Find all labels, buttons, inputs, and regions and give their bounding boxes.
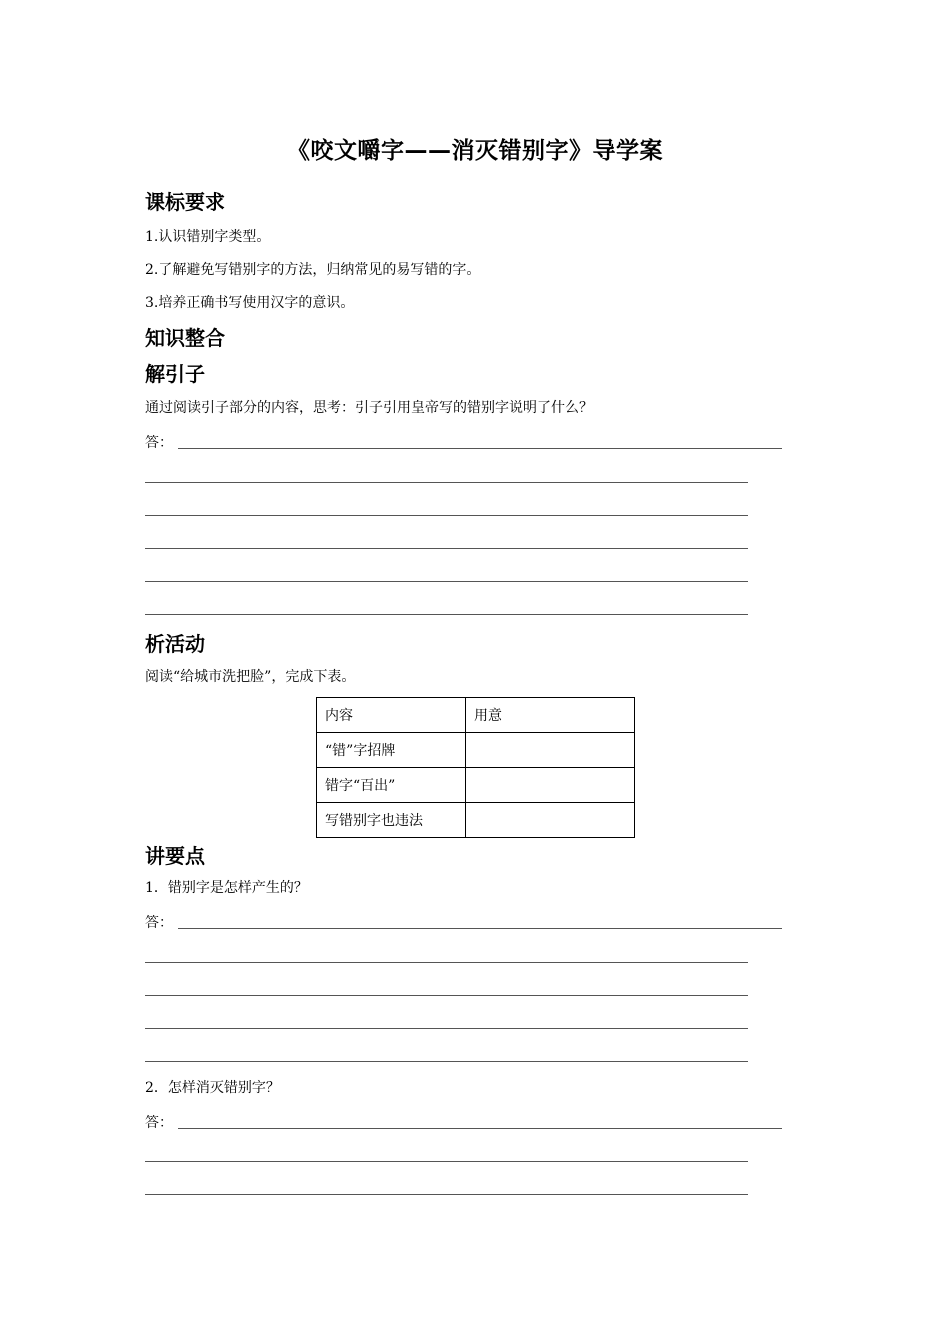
table-header-cell: 用意	[466, 698, 635, 733]
table-row	[317, 768, 635, 803]
section-heading-zhishi: 知识整合	[145, 326, 225, 350]
table-cell: 写错别字也违法	[317, 803, 466, 838]
table-header-row	[317, 698, 635, 733]
answer-label: 答：	[145, 1115, 173, 1131]
question-yinzi: 通过阅读引子部分的内容，思考：引子引用皇帝写的错别字说明了什么？	[145, 400, 593, 416]
document-title: 《咬文嚼字——消灭错别字》导学案	[287, 138, 663, 164]
requirement-item-1: 1.认识错别字类型。	[145, 229, 271, 245]
question-1: 1．错别字是怎样产生的？	[145, 880, 308, 896]
answer-line[interactable]	[145, 1028, 748, 1029]
answer-line[interactable]	[178, 928, 782, 929]
table-header-cell: 内容	[317, 698, 466, 733]
table-row	[317, 733, 635, 768]
answer-line[interactable]	[145, 962, 748, 963]
answer-line[interactable]	[145, 1161, 748, 1162]
answer-line[interactable]	[145, 1061, 748, 1062]
answer-line[interactable]	[145, 515, 748, 516]
section-heading-jieyinzi: 解引子	[145, 362, 205, 386]
answer-line[interactable]	[145, 1194, 748, 1195]
table-answer-cell[interactable]	[466, 803, 635, 838]
answer-line[interactable]	[145, 548, 748, 549]
activity-table	[316, 697, 635, 838]
requirement-item-2: 2.了解避免写错别字的方法，归纳常见的易写错的字。	[145, 262, 481, 278]
answer-line[interactable]	[178, 448, 782, 449]
answer-line[interactable]	[145, 482, 748, 483]
answer-line[interactable]	[145, 995, 748, 996]
question-2: 2．怎样消灭错别字？	[145, 1080, 280, 1096]
table-cell: “错”字招牌	[317, 733, 466, 768]
section-heading-kebiao: 课标要求	[145, 190, 225, 214]
answer-line[interactable]	[178, 1128, 782, 1129]
table-answer-cell[interactable]	[466, 768, 635, 803]
section-heading-xihuodong: 析活动	[145, 632, 205, 656]
requirement-item-3: 3.培养正确书写使用汉字的意识。	[145, 295, 355, 311]
answer-label: 答：	[145, 435, 173, 451]
table-row	[317, 803, 635, 838]
answer-label: 答：	[145, 915, 173, 931]
table-cell: 错字“百出”	[317, 768, 466, 803]
section-heading-jiangyaodian: 讲要点	[145, 844, 205, 868]
table-answer-cell[interactable]	[466, 733, 635, 768]
answer-line[interactable]	[145, 581, 748, 582]
activity-instruction: 阅读“给城市洗把脸”，完成下表。	[145, 669, 356, 685]
answer-line[interactable]	[145, 614, 748, 615]
